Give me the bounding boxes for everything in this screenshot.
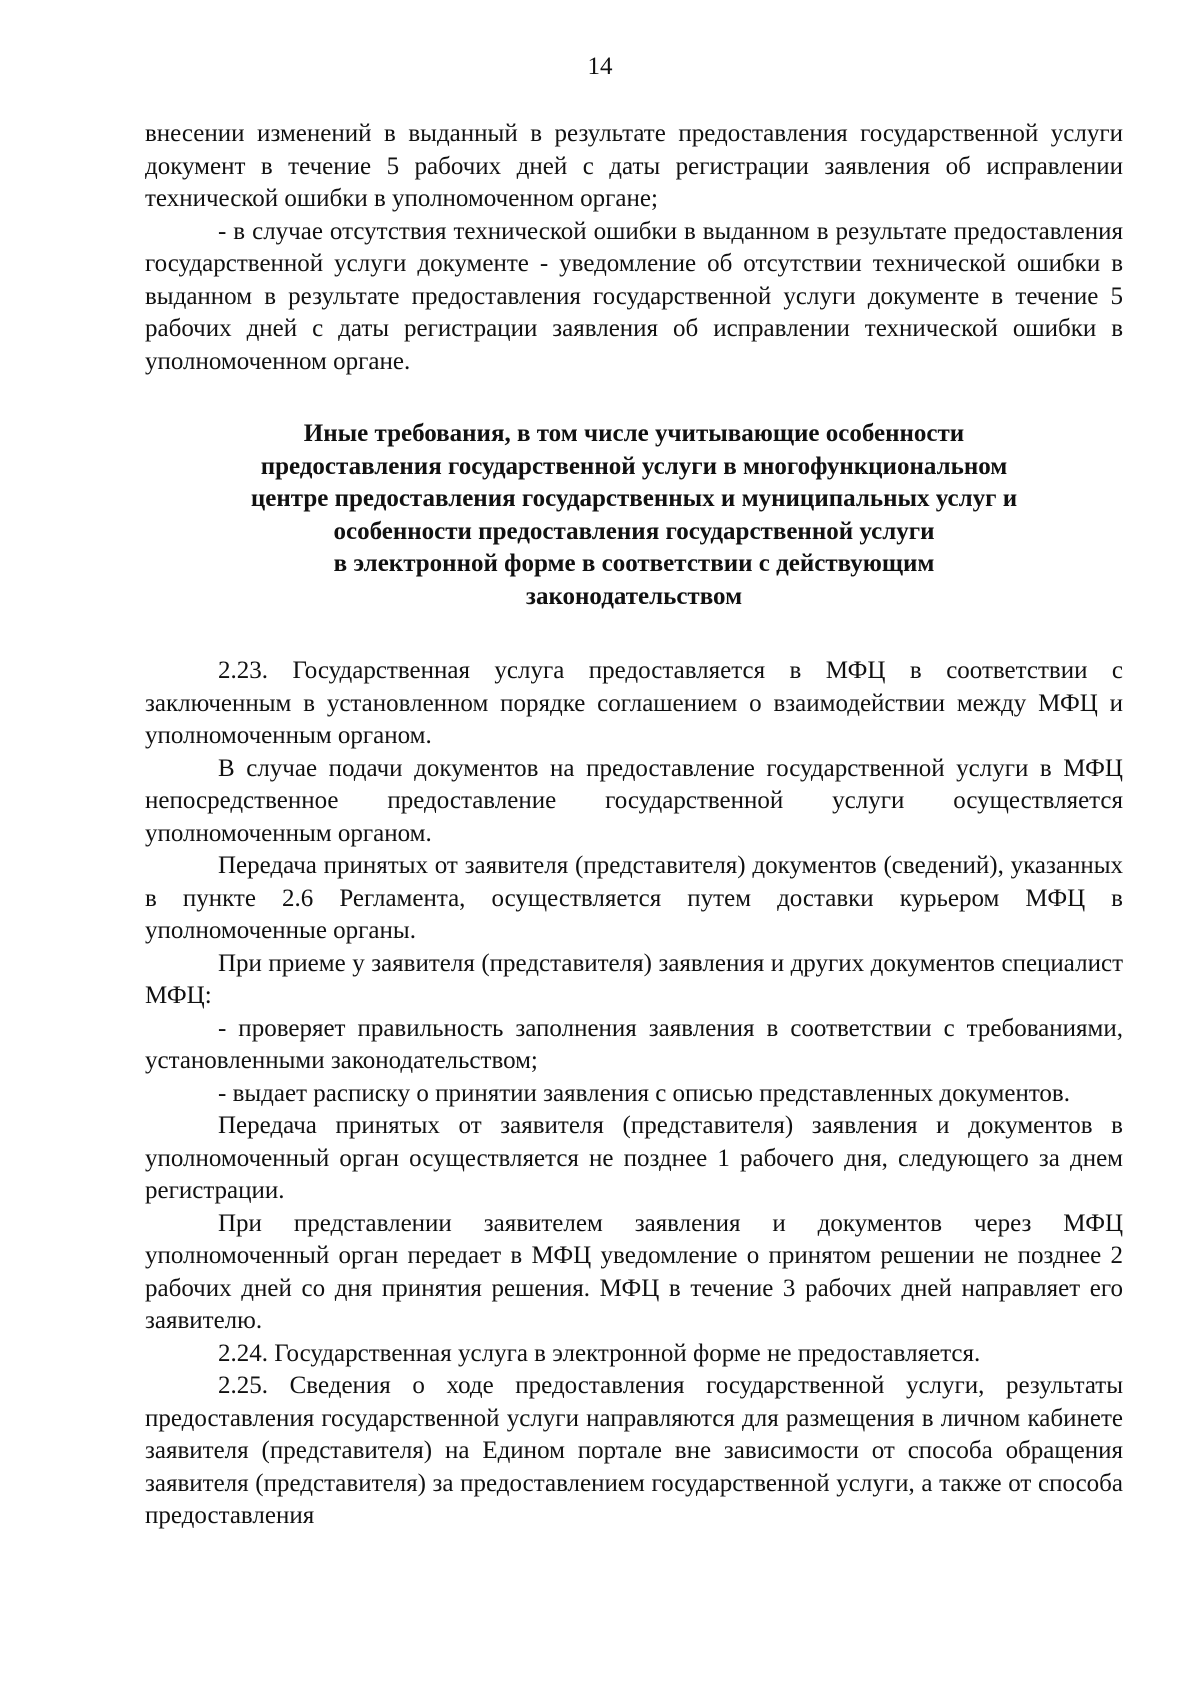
list-item-receipt: - выдает расписку о принятии заявления с описью представленных документов.: [218, 1079, 1070, 1107]
paragraph-continuation: внесении изменений в выданный в результате предоставления государственной услуги документ в течение 5 рабочих дней с даты регистрации заявления об исправлении технической ошибки в уполномоченном органе;: [145, 120, 1123, 212]
heading-line: особенности предоставления государственной услуги: [333, 517, 935, 545]
heading-line: предоставления государственной услуги в многофункциональном: [260, 452, 1008, 480]
document-body: [145, 118, 1123, 1533]
heading-line: Иные требования, в том числе учитывающие особенности: [303, 420, 965, 447]
heading-line: в электронной форме в соответствии с действующим: [333, 550, 935, 577]
paragraph-notification: При представлении заявителем заявления и документов через МФЦ уполномоченный орган передает в МФЦ уведомление о принятом решении не позднее 2 рабочих дней со дня принятия решения. МФЦ в течение 3 рабочих дней направляет его заявителю.: [145, 1209, 1123, 1334]
heading-line: законодательством: [525, 582, 743, 610]
heading-line: центре предоставления государственных и муниципальных услуг и: [250, 485, 1018, 512]
paragraph-reception: При приеме у заявителя (представителя) заявления и других документов специалист МФЦ:: [145, 949, 1123, 1009]
paragraph-2-25: 2.25. Сведения о ходе предоставления государственной услуги, результаты предоставления государственной услуги направляются для размещения в личном кабинете заявителя (представителя) на Едином портале вне зависимости от способа обращения заявителя (представителя) за предоставлением государственной услуги, а также от способа предоставления: [145, 1372, 1123, 1529]
page-number: 14: [587, 53, 613, 80]
paragraph-courier-transfer: Передача принятых от заявителя (представителя) документов (сведений), указанных в пункте 2.6 Регламента, осуществляется путем доставки курьером МФЦ в уполномоченные органы.: [145, 852, 1123, 944]
paragraph-transfer-deadline: Передача принятых от заявителя (представителя) заявления и документов в уполномоченный орган осуществляется не позднее 1 рабочего дня, следующего за днем регистрации.: [145, 1112, 1123, 1204]
paragraph-no-error-case: - в случае отсутствия технической ошибки в выданном в результате предоставления государственной услуги документе - уведомление об отсутствии технической ошибки в выданном в результате предоставления государственной услуги документе в течение 5 рабочих дней с даты регистрации заявления об исправлении технической ошибки в уполномоченном органе.: [145, 217, 1123, 375]
section-heading: [145, 418, 1123, 613]
paragraph-mfc-submission: В случае подачи документов на предоставление государственной услуги в МФЦ непосредственное предоставление государственной услуги осуществляется уполномоченным органом.: [145, 754, 1123, 847]
paragraph-2-23: 2.23. Государственная услуга предоставляется в МФЦ в соответствии с заключенным в установленном порядке соглашением о взаимодействии между МФЦ и уполномоченным органом.: [145, 657, 1123, 749]
list-item-checks: - проверяет правильность заполнения заявления в соответствии с требованиями, установленными законодательством;: [145, 1014, 1123, 1074]
paragraph-2-24: 2.24. Государственная услуга в электронной форме не предоставляется.: [218, 1339, 981, 1367]
